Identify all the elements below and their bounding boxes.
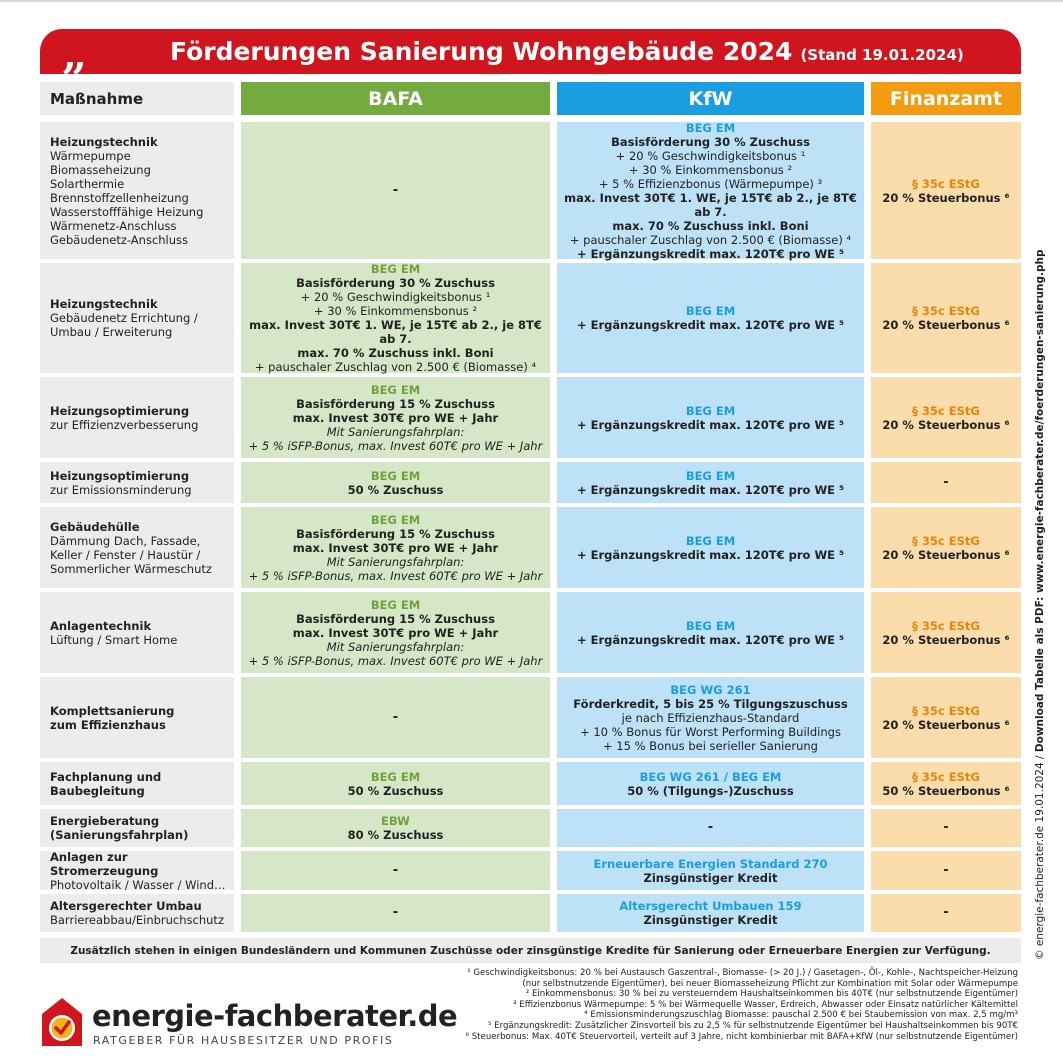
cell-line: + 20 % Geschwindigkeitsbonus ¹: [300, 290, 491, 304]
cell-line: 50 % Zuschuss: [347, 783, 444, 798]
cell-line: -: [943, 474, 949, 490]
title-main: Förderungen Sanierung Wohngebäude 2024: [170, 37, 793, 66]
cell-line: § 35c EStG: [912, 403, 980, 418]
cell-line: 20 % Steuerbonus ⁶: [882, 318, 1010, 332]
cell-line: Fachplanung und: [50, 769, 162, 784]
footnote-line: ⁶ Steuerbonus: Max. 40T€ Steuervorteil, verteilt auf 3 Jahre, nicht kombinierbar mit BAFA+KfW (nur selbstnutzende Eigentümer): [465, 1031, 1018, 1042]
cell-line: BEG EM: [370, 512, 421, 527]
cell-line: § 35c EStG: [912, 618, 980, 633]
bafa-cell: [241, 851, 550, 890]
cell-line: Gebäudenetz-Anschluss: [50, 232, 189, 247]
cell-line: + Ergänzungskredit max. 120T€ pro WE ⁵: [576, 547, 845, 562]
finanzamt-cell: [871, 762, 1021, 805]
cell-line: Altersgerechter Umbau: [50, 899, 202, 913]
cell-line: Gebäudehülle: [50, 519, 140, 534]
kfw-cell: [557, 507, 864, 588]
cell-line: -: [943, 862, 949, 878]
cell-line: max. Invest 30T€ pro WE + Jahr: [292, 410, 499, 425]
kfw-cell: [557, 592, 864, 673]
cell-line: § 35c EStG: [912, 533, 980, 548]
cell-line: § 35c EStG: [912, 703, 980, 718]
cell-line: + pauschaler Zuschlag von 2.500 € (Biomasse) ⁴: [569, 232, 852, 247]
cell-line: + 5 % iSFP-Bonus, max. Invest 60T€ pro WE + Jahr: [248, 653, 543, 668]
cell-line: + 30 % Einkommensbonus ²: [313, 304, 478, 318]
cell-line: Mit Sanierungsfahrplan:: [326, 639, 465, 654]
kfw-cell: [557, 677, 864, 758]
finanzamt-cell: [871, 677, 1021, 758]
house-check-icon: [40, 996, 84, 1048]
cell-line: + 5 % Effizienzbonus (Wärmepumpe) ³: [598, 176, 823, 191]
finanzamt-cell: [871, 462, 1021, 503]
footnote-line: (nur selbstnutzende Eigentümer), bei neuer Biomasseheizung Pflicht zur Kombination mit Solar oder Wärmepumpe: [522, 978, 1018, 989]
bafa-cell: [241, 122, 550, 259]
cell-line: Heizungsoptimierung: [50, 403, 190, 418]
cell-line: BEG EM: [685, 120, 736, 135]
cell-line: + Ergänzungskredit max. 120T€ pro WE ⁵: [576, 246, 845, 261]
kfw-cell: [557, 462, 864, 503]
cell-line: Komplettsanierung: [50, 703, 175, 718]
kfw-cell: [557, 263, 864, 373]
cell-line: BEG EM: [370, 382, 421, 397]
cell-line: Heizungsoptimierung: [50, 468, 190, 483]
finanzamt-cell: [871, 377, 1021, 458]
measure-cell: [40, 677, 234, 758]
cell-line: + Ergänzungskredit max. 120T€ pro WE ⁵: [576, 482, 845, 497]
bafa-cell: [241, 762, 550, 805]
cell-line: BEG EM: [370, 468, 421, 483]
cell-line: Basisförderung 30 % Zuschuss: [296, 276, 495, 290]
cell-line: § 35c EStG: [912, 304, 980, 318]
cell-line: BEG EM: [370, 769, 421, 784]
footnote-line: ³ Effizienzbonus Wärmepumpe: 5 % bei Wärmequelle Wasser, Erdreich, Abwasser oder Einsatz natürlicher Kältemittel: [513, 999, 1018, 1010]
bafa-cell: [241, 592, 550, 673]
cell-line: Lüftung / Smart Home: [50, 632, 178, 647]
cell-line: Photovoltaik / Wasser / Wind…: [50, 877, 226, 892]
cell-line: Basisförderung 30 % Zuschuss: [611, 134, 810, 149]
header-bafa: BAFA: [241, 82, 550, 115]
cell-line: max. Invest 30T€ 1. WE, je 15T€ ab 2., je 8T€ ab 7.: [564, 190, 857, 219]
cell-line: -: [943, 820, 949, 835]
header-finanzamt: Finanzamt: [871, 82, 1021, 115]
measure-cell: [40, 122, 234, 259]
cell-line: -: [392, 182, 399, 198]
cell-line: Heizungstechnik: [50, 134, 158, 149]
cell-line: BEG EM: [685, 533, 736, 548]
cell-line: Förderkredit, 5 bis 25 % Tilgungszuschuss: [573, 696, 848, 711]
cell-line: Altersgerecht Umbauen 159: [619, 899, 802, 913]
bafa-cell: [241, 809, 550, 847]
brand-name: energie-fachberater.de: [92, 999, 458, 1033]
cell-line: Wasserstofffähige Heizung: [50, 204, 204, 219]
bafa-cell: [241, 263, 550, 373]
footnote-line: ² Einkommensbonus: 30 % bei zu versteuerndem Haushaltseinkommen bis 40T€ (nur selbstnutzende Eigentümer): [525, 989, 1018, 1000]
cell-line: max. 70 % Zuschuss inkl. Boni: [612, 218, 809, 233]
cell-line: + pauschaler Zuschlag von 2.500 € (Biomasse) ⁴: [254, 360, 537, 374]
cell-line: + 10 % Bonus für Worst Performing Buildings: [580, 724, 841, 739]
title-banner: [40, 29, 1021, 80]
finanzamt-cell: [871, 263, 1021, 373]
cell-line: Mit Sanierungsfahrplan:: [326, 554, 465, 569]
cell-line: + 5 % iSFP-Bonus, max. Invest 60T€ pro WE + Jahr: [248, 438, 543, 453]
footnote-line: ⁵ Ergänzungskredit: Zusätzlicher Zinsvorteil bis zu 2,5 % für selbstnutzende Eigentümer bei Haushaltseinkommen bis 90T€: [487, 1020, 1018, 1031]
download-link[interactable]: Download Tabelle als PDF: www.energie-fachberater.de/foerderungen-sanierung.php: [1034, 249, 1046, 753]
cell-line: Erneuerbare Energien Standard 270: [593, 856, 828, 871]
cell-line: Keller / Fenster / Haustür /: [50, 547, 201, 562]
cell-line: max. Invest 30T€ 1. WE, je 15T€ ab 2., je 8T€ ab 7.: [249, 318, 542, 346]
kfw-cell: [557, 122, 864, 259]
cell-line: BEG EM: [370, 262, 421, 276]
cell-line: + Ergänzungskredit max. 120T€ pro WE ⁵: [576, 417, 845, 432]
measure-cell: [40, 507, 234, 588]
cell-line: BEG WG 261 / BEG EM: [639, 769, 782, 784]
finanzamt-cell: [871, 851, 1021, 890]
cell-line: + 5 % iSFP-Bonus, max. Invest 60T€ pro WE + Jahr: [248, 568, 543, 583]
cell-line: je nach Effizienzhaus-Standard: [621, 710, 800, 725]
footnote-line: ¹ Geschwindigkeitsbonus: 20 % bei Austausch Gaszentral-, Biomasse- (> 20 J.) / Gasetagen-, Öl-, Kohle-, Nachtspeicher-Heizung: [467, 968, 1018, 978]
page-title: [170, 37, 964, 66]
measure-cell: [40, 592, 234, 673]
cell-line: EBW: [381, 814, 410, 828]
cell-line: 20 % Steuerbonus ⁶: [882, 547, 1010, 562]
cell-line: Sommerlicher Wärmeschutz: [50, 561, 212, 576]
cell-line: Basisförderung 15 % Zuschuss: [296, 396, 495, 411]
cell-line: BEG EM: [685, 304, 736, 318]
cell-line: Gebäudenetz Errichtung /: [50, 311, 198, 325]
cell-line: 80 % Zuschuss: [347, 828, 444, 842]
kfw-cell: [557, 851, 864, 890]
cell-line: Mit Sanierungsfahrplan:: [326, 424, 465, 439]
cell-line: + 20 % Geschwindigkeitsbonus ¹: [615, 148, 806, 163]
cell-line: BEG EM: [685, 618, 736, 633]
cell-line: + 30 % Einkommensbonus ²: [628, 162, 793, 177]
cell-line: BEG EM: [685, 468, 736, 483]
cell-line: Brennstoffzellenheizung: [50, 190, 189, 205]
cell-line: -: [392, 862, 399, 878]
cell-line: Wärmenetz-Anschluss: [50, 218, 177, 233]
brand-tagline: RATGEBER FÜR HAUSBESITZER UND PROFIS: [93, 1034, 394, 1047]
title-stand: (Stand 19.01.2024): [800, 46, 964, 64]
note-bar: Zusätzlich stehen in einigen Bundesländern und Kommunen Zuschüsse oder zinsgünstige Kredite für Sanierung oder Erneuerbare Energien zur Verfügung.: [40, 938, 1021, 963]
cell-line: Biomasseheizung: [50, 162, 151, 177]
cell-line: Baubegleitung: [50, 783, 145, 798]
cell-line: -: [392, 709, 399, 725]
finanzamt-cell: [871, 809, 1021, 847]
cell-line: max. Invest 30T€ pro WE + Jahr: [292, 625, 499, 640]
cell-line: + Ergänzungskredit max. 120T€ pro WE ⁵: [576, 632, 845, 647]
cell-line: Solarthermie: [50, 176, 125, 191]
kfw-cell: [557, 377, 864, 458]
bafa-cell: [241, 377, 550, 458]
cell-line: Zinsgünstiger Kredit: [643, 913, 778, 927]
cell-line: max. Invest 30T€ pro WE + Jahr: [292, 540, 499, 555]
cell-line: BEG EM: [685, 403, 736, 418]
cell-line: 20 % Steuerbonus ⁶: [882, 190, 1010, 205]
cell-line: BEG EM: [370, 597, 421, 612]
cell-line: 50 % Steuerbonus ⁶: [882, 783, 1010, 798]
cell-line: -: [943, 905, 949, 920]
header-massnahme: Maßnahme: [40, 82, 234, 115]
measure-cell: [40, 462, 234, 503]
cell-line: + 15 % Bonus bei serieller Sanierung: [603, 738, 818, 753]
cell-line: Energieberatung: [50, 814, 160, 828]
cell-line: Wärmepumpe: [50, 148, 131, 163]
measure-cell: [40, 762, 234, 805]
cell-line: max. 70 % Zuschuss inkl. Boni: [297, 346, 494, 360]
finanzamt-cell: [871, 122, 1021, 259]
cell-line: Basisförderung 15 % Zuschuss: [296, 611, 495, 626]
cell-line: Heizungstechnik: [50, 297, 158, 311]
cell-line: Barriereabbau/Einbruchschutz: [50, 913, 224, 927]
top-rule: [0, 0, 1063, 2]
cell-line: 20 % Steuerbonus ⁶: [882, 717, 1010, 732]
copyright-text: © energie-fachberater.de 19.01.2024 /: [1034, 755, 1046, 960]
cell-line: Dämmung Dach, Fassade,: [50, 533, 201, 548]
cell-line: Anlagen zur Stromerzeugung: [50, 849, 159, 878]
cell-line: Basisförderung 15 % Zuschuss: [296, 526, 495, 541]
cell-line: § 35c EStG: [912, 176, 980, 191]
cell-line: 20 % Steuerbonus ⁶: [882, 632, 1010, 647]
finanzamt-cell: [871, 894, 1021, 932]
cell-line: 50 % Zuschuss: [347, 482, 444, 497]
cell-line: -: [707, 820, 714, 835]
finanzamt-cell: [871, 507, 1021, 588]
bafa-cell: [241, 677, 550, 758]
cell-line: zum Effizienzhaus: [50, 717, 166, 732]
measure-cell: [40, 263, 234, 373]
cell-line: zur Effizienzverbesserung: [50, 417, 199, 432]
kfw-cell: [557, 809, 864, 847]
bafa-cell: [241, 894, 550, 932]
quote-icon: „: [62, 29, 86, 80]
cell-line: BEG WG 261: [670, 682, 751, 697]
measure-cell: [40, 894, 234, 932]
measure-cell: [40, 809, 234, 847]
cell-line: 50 % (Tilgungs-)Zuschuss: [627, 783, 794, 798]
kfw-cell: [557, 894, 864, 932]
bafa-cell: [241, 462, 550, 503]
cell-line: § 35c EStG: [912, 769, 980, 784]
cell-line: Zinsgünstiger Kredit: [643, 870, 778, 885]
side-credit: [1034, 249, 1046, 960]
cell-line: 20 % Steuerbonus ⁶: [882, 417, 1010, 432]
footnote-line: ⁴ Emissionsminderungszuschlag Biomasse: pauschal 2.500 € bei Staubemission von max. 2,5 mg/m³: [584, 1010, 1018, 1021]
cell-line: Anlagentechnik: [50, 618, 152, 633]
cell-line: + Ergänzungskredit max. 120T€ pro WE ⁵: [576, 318, 845, 332]
measure-cell: [40, 377, 234, 458]
bafa-cell: [241, 507, 550, 588]
kfw-cell: [557, 762, 864, 805]
cell-line: (Sanierungsfahrplan): [50, 828, 189, 842]
cell-line: -: [392, 905, 399, 920]
cell-line: Umbau / Erweiterung: [50, 325, 173, 339]
cell-line: zur Emissionsminderung: [50, 482, 192, 497]
measure-cell: [40, 851, 234, 890]
finanzamt-cell: [871, 592, 1021, 673]
header-kfw: KfW: [557, 82, 864, 115]
